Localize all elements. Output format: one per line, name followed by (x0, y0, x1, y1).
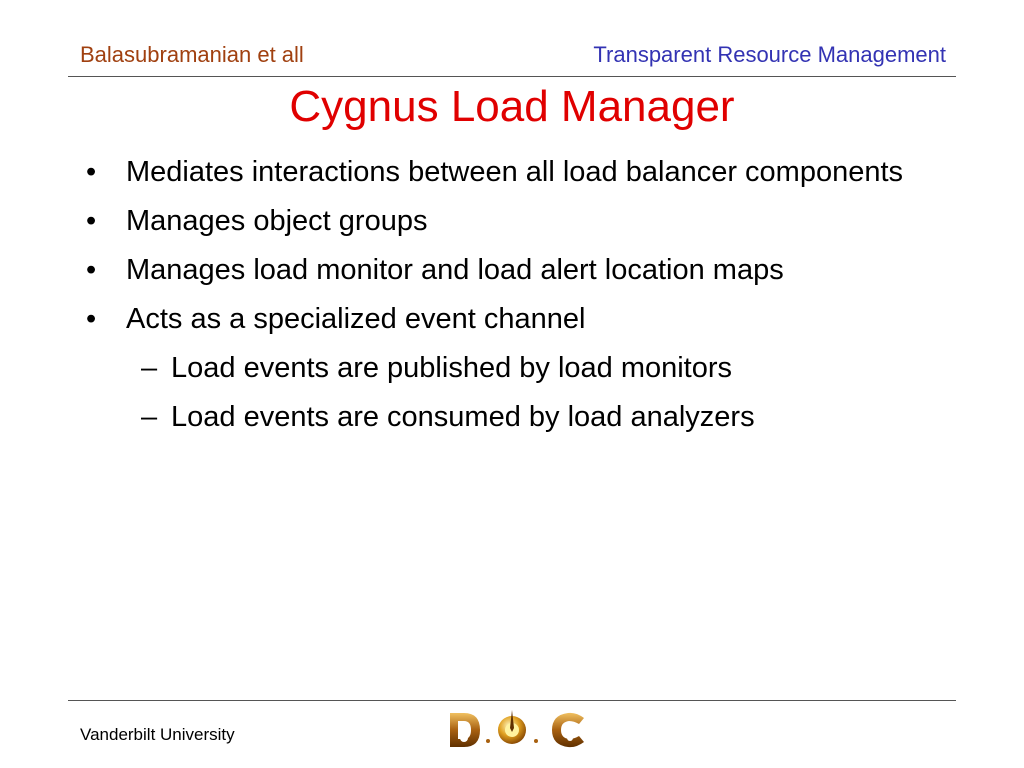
bullet-marker: • (86, 156, 97, 188)
doc-group-logo (446, 708, 592, 757)
sub-bullet-marker: – (141, 352, 158, 384)
bullet-item (86, 250, 946, 290)
bullet-marker: • (86, 303, 97, 335)
bullet-text: Mediates interactions between all load balancer components (126, 156, 904, 188)
slide-title: Cygnus Load Manager (289, 82, 735, 131)
sub-bullet-text: Load events are consumed by load analyzers (171, 401, 755, 433)
header-author: Balasubramanian et all (80, 42, 304, 67)
doc-logo-icon (446, 708, 592, 752)
sub-bullet-item (86, 397, 946, 437)
bullet-list (86, 152, 946, 446)
bullet-item (86, 201, 946, 241)
bullet-item (86, 299, 946, 339)
bullet-text: Acts as a specialized event channel (126, 303, 586, 335)
bullet-text: Manages load monitor and load alert location maps (126, 254, 784, 286)
header-divider (68, 76, 956, 77)
bullet-item (86, 152, 946, 192)
bullet-marker: • (86, 254, 97, 286)
sub-bullet-text: Load events are published by load monitors (171, 352, 733, 384)
header-topic: Transparent Resource Management (593, 42, 946, 67)
bullet-text: Manages object groups (126, 205, 428, 237)
sub-bullet-item (86, 348, 946, 388)
footer-institution: Vanderbilt University (80, 725, 235, 744)
bullet-marker: • (86, 205, 97, 237)
footer-divider (68, 700, 956, 701)
sub-bullet-marker: – (141, 401, 158, 433)
